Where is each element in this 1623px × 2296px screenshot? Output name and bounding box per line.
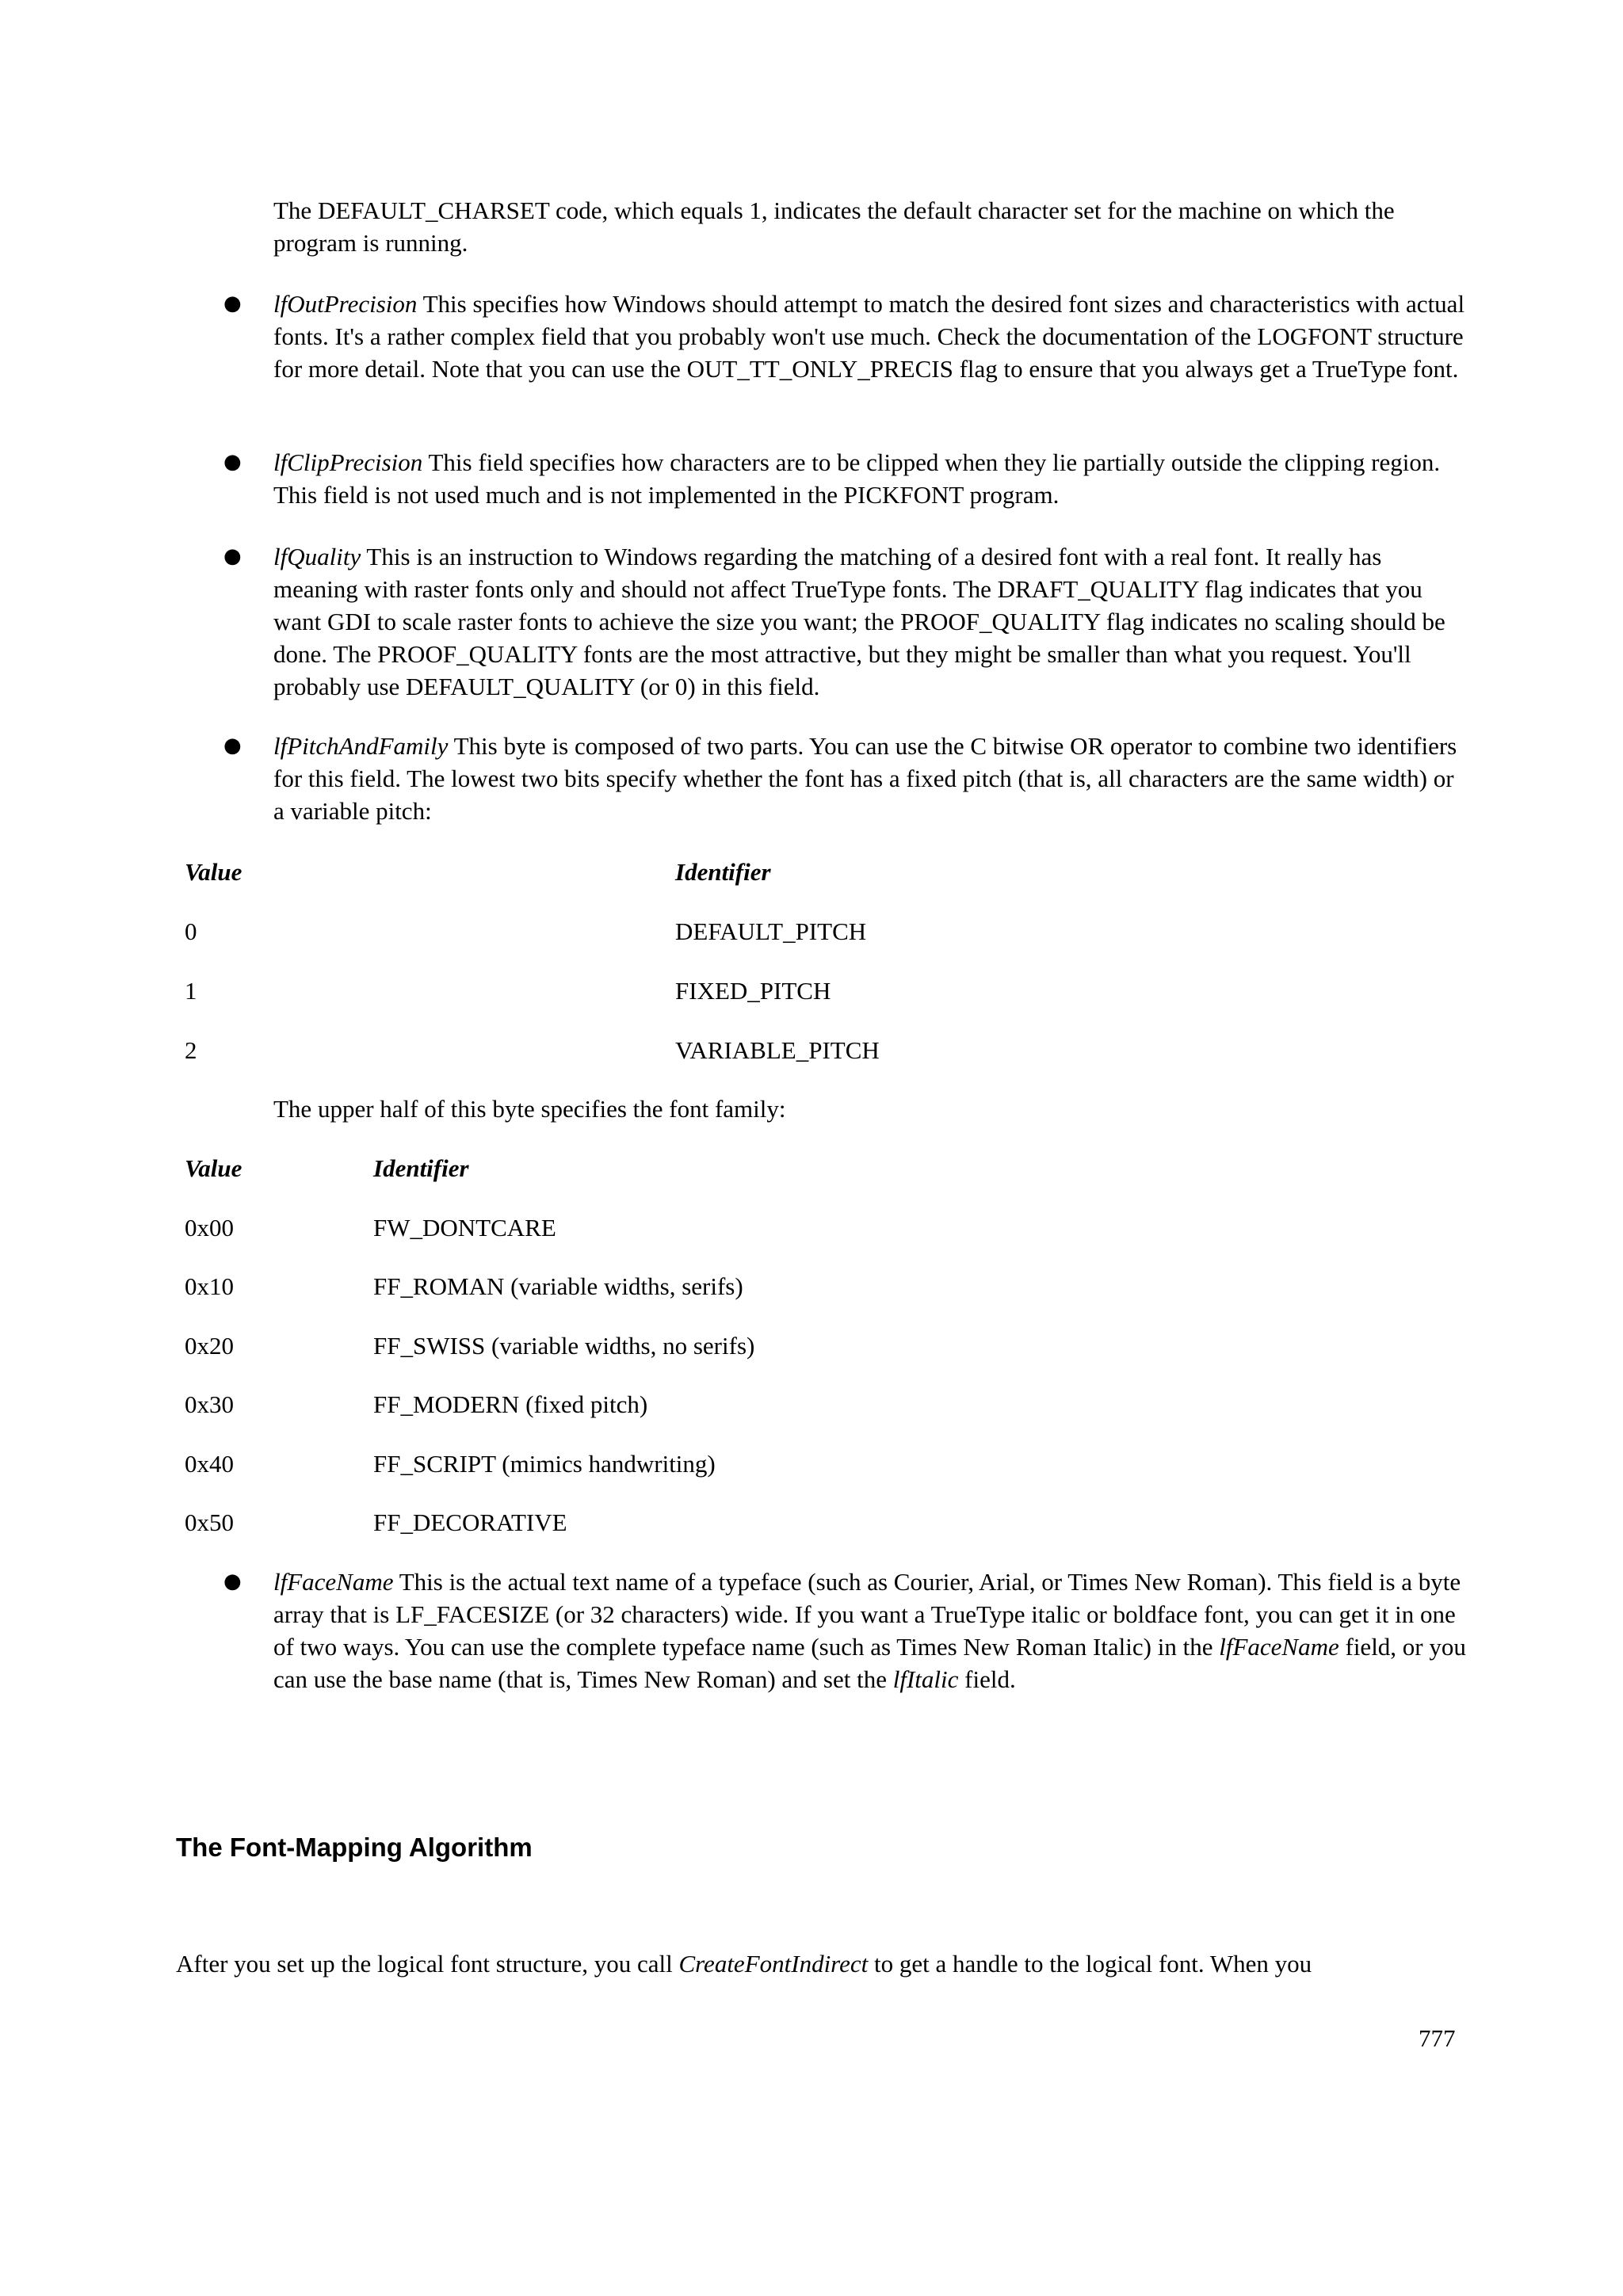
value-cell: 0x40: [185, 1450, 234, 1478]
value-cell: 0x30: [185, 1390, 234, 1418]
identifier-cell: FF_SWISS (variable widths, no serifs): [373, 1332, 755, 1360]
field-name: lfClipPrecision: [273, 448, 423, 476]
bullet-icon: ●: [223, 544, 242, 568]
family-intro: The upper half of this byte specifies the font family:: [273, 1095, 786, 1123]
value-cell: 2: [185, 1036, 197, 1064]
bullet-text: [273, 288, 1466, 385]
body-paragraph: [176, 1947, 1484, 1980]
field-description: This field specifies how characters are to be clipped when they lie partially outside the clipping region. This field is not used much and is not implemented in the PICKFONT program.: [273, 448, 1441, 509]
intro-paragraph: The DEFAULT_CHARSET code, which equals 1, indicates the default character set for the machine on which the program is running.: [273, 196, 1395, 257]
value-cell: 1: [185, 977, 197, 1005]
table-row: [185, 1034, 1453, 1066]
page-number: 777: [1419, 2024, 1456, 2052]
family-table-header: [185, 1152, 1453, 1184]
header-identifier: Identifier: [675, 858, 771, 886]
value-cell: 0x00: [185, 1214, 234, 1241]
bullet-text: [273, 540, 1466, 703]
identifier-cell: FW_DONTCARE: [373, 1214, 556, 1241]
identifier-cell: FF_DECORATIVE: [373, 1508, 567, 1536]
body-text-cont: to get a handle to the logical font. When you: [868, 1950, 1312, 1978]
bullet-icon: ●: [223, 292, 242, 315]
field-name-ref: lfFaceName: [1219, 1633, 1339, 1661]
field-description-end: field.: [958, 1665, 1016, 1693]
field-name: lfQuality: [273, 543, 361, 570]
field-name: lfOutPrecision: [273, 290, 418, 318]
table-row: [185, 974, 1453, 1007]
identifier-cell: VARIABLE_PITCH: [675, 1036, 880, 1064]
identifier-cell: FIXED_PITCH: [675, 977, 831, 1005]
identifier-cell: DEFAULT_PITCH: [675, 917, 867, 945]
header-identifier: Identifier: [373, 1154, 469, 1182]
table-row: [185, 1388, 1453, 1421]
field-name: lfPitchAndFamily: [273, 732, 449, 760]
table-row: [185, 1447, 1453, 1480]
value-cell: 0: [185, 917, 197, 945]
value-cell: 0x20: [185, 1332, 234, 1360]
value-cell: 0x50: [185, 1508, 234, 1536]
bullet-icon: ●: [223, 450, 242, 474]
value-cell: 0x10: [185, 1272, 234, 1300]
field-description: This is the actual text name of a typeface (such as Courier, Arial, or Times New Roman). This field is a byte array that is LF_FACESIZE (or 32 characters) wide. If you want a TrueType italic or boldface font, you can get it in one of two ways. You can use the complete typeface name (such as Times New Roman Italic) in the: [273, 1568, 1461, 1661]
pitch-table-header: [185, 856, 1453, 888]
bullet-text: [273, 730, 1466, 827]
bullet-text: [273, 446, 1466, 511]
header-value: Value: [185, 858, 242, 886]
table-row: [185, 1329, 1453, 1362]
field-name: lfFaceName: [273, 1568, 394, 1596]
identifier-cell: FF_MODERN (fixed pitch): [373, 1390, 648, 1418]
table-row: [185, 1506, 1453, 1539]
table-row: [185, 1211, 1453, 1244]
body-text: After you set up the logical font structure, you call: [176, 1950, 679, 1978]
field-description: This specifies how Windows should attempt to match the desired font sizes and characteristics with actual fonts. It's a rather complex field that you probably won't use much. Check the documentation of the LOGFONT structure for more detail. Note that you can use the OUT_TT_ONLY_PRECIS flag to ensure that you always get a TrueType font.: [273, 290, 1465, 383]
table-row: [185, 915, 1453, 948]
bullet-icon: ●: [223, 1569, 242, 1593]
field-description: This byte is composed of two parts. You can use the C bitwise OR operator to combine two identifiers for this field. The lowest two bits specify whether the font has a fixed pitch (that is, all characters are the same width) or a variable pitch:: [273, 732, 1457, 825]
field-name-ref: lfItalic: [892, 1665, 959, 1693]
section-heading: The Font-Mapping Algorithm: [176, 1833, 533, 1862]
function-name: CreateFontIndirect: [678, 1950, 869, 1978]
bullet-icon: ●: [223, 734, 242, 757]
header-value: Value: [185, 1154, 242, 1182]
identifier-cell: FF_ROMAN (variable widths, serifs): [373, 1272, 743, 1300]
bullet-text: [273, 1566, 1466, 1695]
table-row: [185, 1270, 1453, 1302]
field-description: This is an instruction to Windows regarding the matching of a desired font with a real font. It really has meaning with raster fonts only and should not affect TrueType fonts. The DRAFT_QUALITY flag indicates that you want GDI to scale raster fonts to achieve the size you want; the PROOF_QUALITY flag indicates no scaling should be done. The PROOF_QUALITY fonts are the most attractive, but they might be smaller than what you request. You'll probably use DEFAULT_QUALITY (or 0) in this field.: [273, 543, 1445, 700]
identifier-cell: FF_SCRIPT (mimics handwriting): [373, 1450, 716, 1478]
field-description-cont: field, or you can use the base name (that is, Times New Roman) and set the: [273, 1633, 1466, 1693]
